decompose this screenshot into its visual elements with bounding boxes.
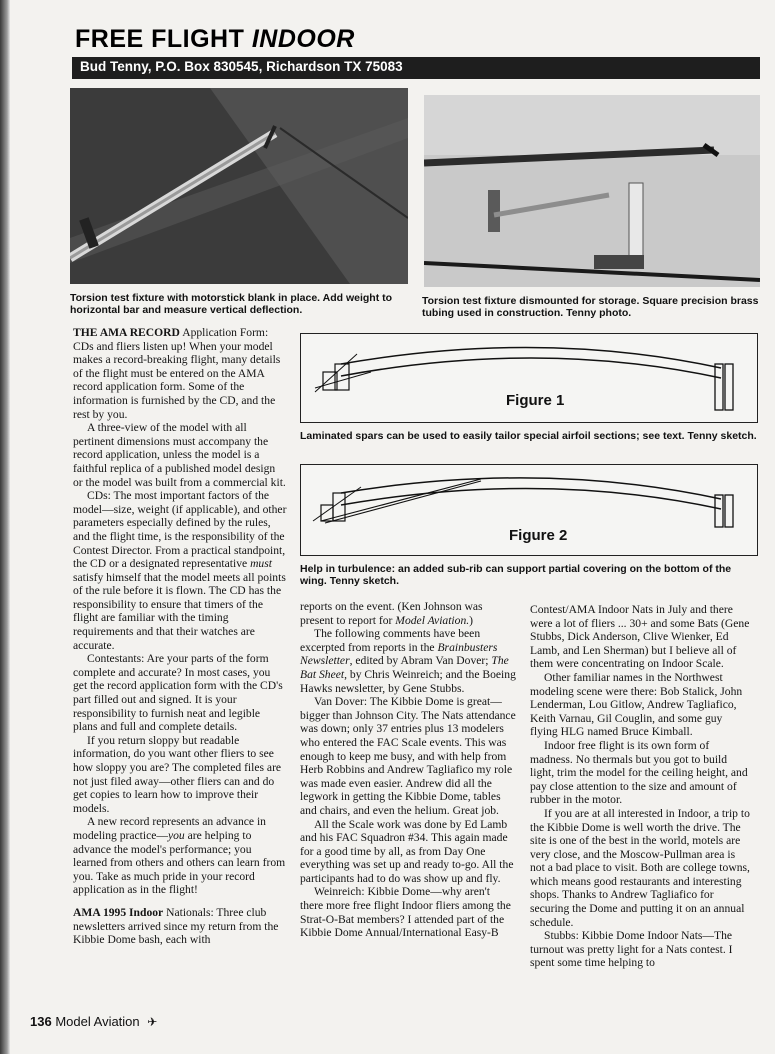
paragraph-text: , by Chris Weinreich; and the Boeing Hawks newsletter, by Gene Stubbs. <box>300 667 516 695</box>
paragraph: Contestants: Are your parts of the form complete and accurate? In most cases, you get the record application form with the CD's part filled out and signed. It is your responsibility to furnish neat and legible plans and full and complete details. <box>73 652 283 734</box>
paragraph <box>73 326 287 421</box>
page-title <box>75 25 355 54</box>
emphasis: Brainbusters Newsletter <box>300 640 498 668</box>
article-column-2 <box>300 600 516 940</box>
run-in-head: AMA 1995 Indoor <box>73 905 164 919</box>
paragraph-text: Application Form: CDs and fliers listen up! When your model makes a record-breaking flight, many details of the flight must be entered on the AMA record application form. Some of the information is furnished by the CD, and the rest by you. <box>73 326 281 421</box>
paragraph: Other familiar names in the Northwest modeling scene were there: Bob Stalick, John Lenderman, Lou Gitlow, Andrew Tagliafico, Keith Varnau, Gil Couglin, and some guy flying HLG named Bruce Kimball. <box>530 670 743 739</box>
photo1-caption: Torsion test fixture with motorstick blank in place. Add weight to horizontal bar and measure vertical deflection. <box>70 292 393 316</box>
title-part1: FREE FLIGHT <box>75 25 245 53</box>
paragraph-text: CDs: The most important factors of the model—size, weight (if applicable), and other parameters especially defined by the rules, and the flight time, is the responsibility of the Contest Director. From a practical standpoint, the CD or a designated representative <box>73 489 287 571</box>
binding-gutter <box>0 0 10 1054</box>
paragraph: Stubbs: Kibbie Dome Indoor Nats—The turnout was pretty light for a Nats contest. I spent some time helping to <box>530 929 733 970</box>
photo-torsion-fixture-mounted <box>70 88 408 284</box>
byline: Bud Tenny, P.O. Box 830545, Richardson TX 75083 <box>80 59 403 74</box>
paragraph: All the Scale work was done by Ed Lamb and his FAC Squadron #34. This again made for a good time by all, as from Day One everything was set up and ready to-go. All the participants had to do was show up and fly. <box>300 817 514 885</box>
paragraph-text: Nationals: Three club newsletters arrived since my return from the Kibbie Dome bash, each with <box>73 905 279 947</box>
page-footer <box>30 1014 157 1029</box>
paragraph: If you return sloppy but readable information, do you want other fliers to see how sloppy you are? The completed files are not just filed away—other fliers can and do get copies to learn how to improve their models. <box>73 733 282 815</box>
page-number: 136 <box>30 1014 52 1029</box>
paragraph-text: The following comments have been excerpted from reports in the <box>300 627 481 654</box>
figure-2-caption: Help in turbulence: an added sub-rib can support partial covering on the bottom of the wing. Tenny sketch. <box>300 563 732 587</box>
emphasis: The Bat Sheet <box>300 654 509 681</box>
figure-2-label: Figure 2 <box>509 527 568 544</box>
photo2-illustration <box>424 95 760 287</box>
article-column-3 <box>530 603 750 970</box>
photo1-illustration <box>70 88 408 284</box>
magazine-name: Model Aviation <box>55 1014 140 1029</box>
emphasis: must <box>250 557 272 571</box>
figure-1-box <box>300 333 758 423</box>
article-column-1 <box>73 326 287 947</box>
figure-1-label: Figure 1 <box>506 392 565 409</box>
emphasis: Model Aviation. <box>395 613 470 627</box>
paragraph: Van Dover: The Kibbie Dome is great—bigger than Johnson City. The Nats attendance was down; only 37 entries plus 13 modelers who entered the FAC Scale events. This was enough to keep me busy, and with help from Herb Robbins and Andrew Tagliafico my role was made even easier. Andrew did all the legwork in getting the Kibbie Dome, tables and chairs, and even the helium. Great job. <box>300 695 516 817</box>
paragraph-text: reports on the event. (Ken Johnson was present to report for <box>300 600 483 627</box>
paragraph: A three-view of the model with all pertinent dimensions must accompany the record application, unless the model is a faithful replica of a published model design or the model was built from a commercial kit. <box>73 421 286 489</box>
paragraph: Contest/AMA Indoor Nats in July and there were a lot of fliers ... 30+ and some Bats (Gene Stubbs, Dick Anderson, Clive Wienker, Ed Lamb, and Len Sherman) but I believe all of them were concentrating on Indoor Scale. <box>530 603 750 671</box>
figure-1-caption: Laminated spars can be used to easily tailor special airfoil sections; see text. Tenny sketch. <box>300 430 757 442</box>
emphasis: you <box>167 828 185 842</box>
paragraph-text: , edited by Abram Van Dover; <box>349 654 492 668</box>
photo2-caption: Torsion test fixture dismounted for storage. Square precision brass tubing used in construction. Tenny photo. <box>422 295 759 319</box>
airplane-icon: ✈ <box>147 1015 158 1029</box>
photo-torsion-fixture-dismounted <box>424 95 760 287</box>
run-in-head: THE AMA RECORD <box>73 326 180 339</box>
figure-2-box <box>300 464 758 556</box>
title-part2: INDOOR <box>251 25 355 53</box>
paragraph-text: satisfy himself that the model meets all points of the rule before it is flown. The CD has the responsibility to ensure that timers of the flight are familiar with the timing requirements and that their watches are accurate. <box>73 570 286 652</box>
paragraph <box>73 815 287 897</box>
paragraph <box>73 489 287 652</box>
paragraph-text: ) <box>469 613 474 627</box>
paragraph <box>300 600 516 627</box>
paragraph: Weinreich: Kibbie Dome—why aren't there more free flight Indoor fliers among the Strat-O-Bat members? I attended part of the Kibbie Dome Annual/International Easy-B <box>300 885 511 940</box>
paragraph: Indoor free flight is its own form of madness. No thermals but you got to build light, trim the model for the ceiling height, and pay close attention to the size and amount of rubber in the motor. <box>530 738 748 807</box>
paragraph <box>300 627 516 695</box>
paragraph-text: A new record represents an advance in modeling practice— <box>73 815 266 842</box>
paragraph: If you are at all interested in Indoor, a trip to the Kibbie Dome is well worth the drive. The site is one of the best in the world, motels are very close, and the Moscow-Pullman area is not a bad place to visit. Both are college towns, which means good restaurants and interesting shops. Thanks to Andrew Tagliafico for securing the Dome and putting it on an annual schedule. <box>530 806 750 929</box>
paragraph-text: are helping to advance the model's performance; you learned from others and others can learn from you. Take as much pride in your record application as in the flight! <box>73 828 286 897</box>
paragraph <box>73 906 287 947</box>
